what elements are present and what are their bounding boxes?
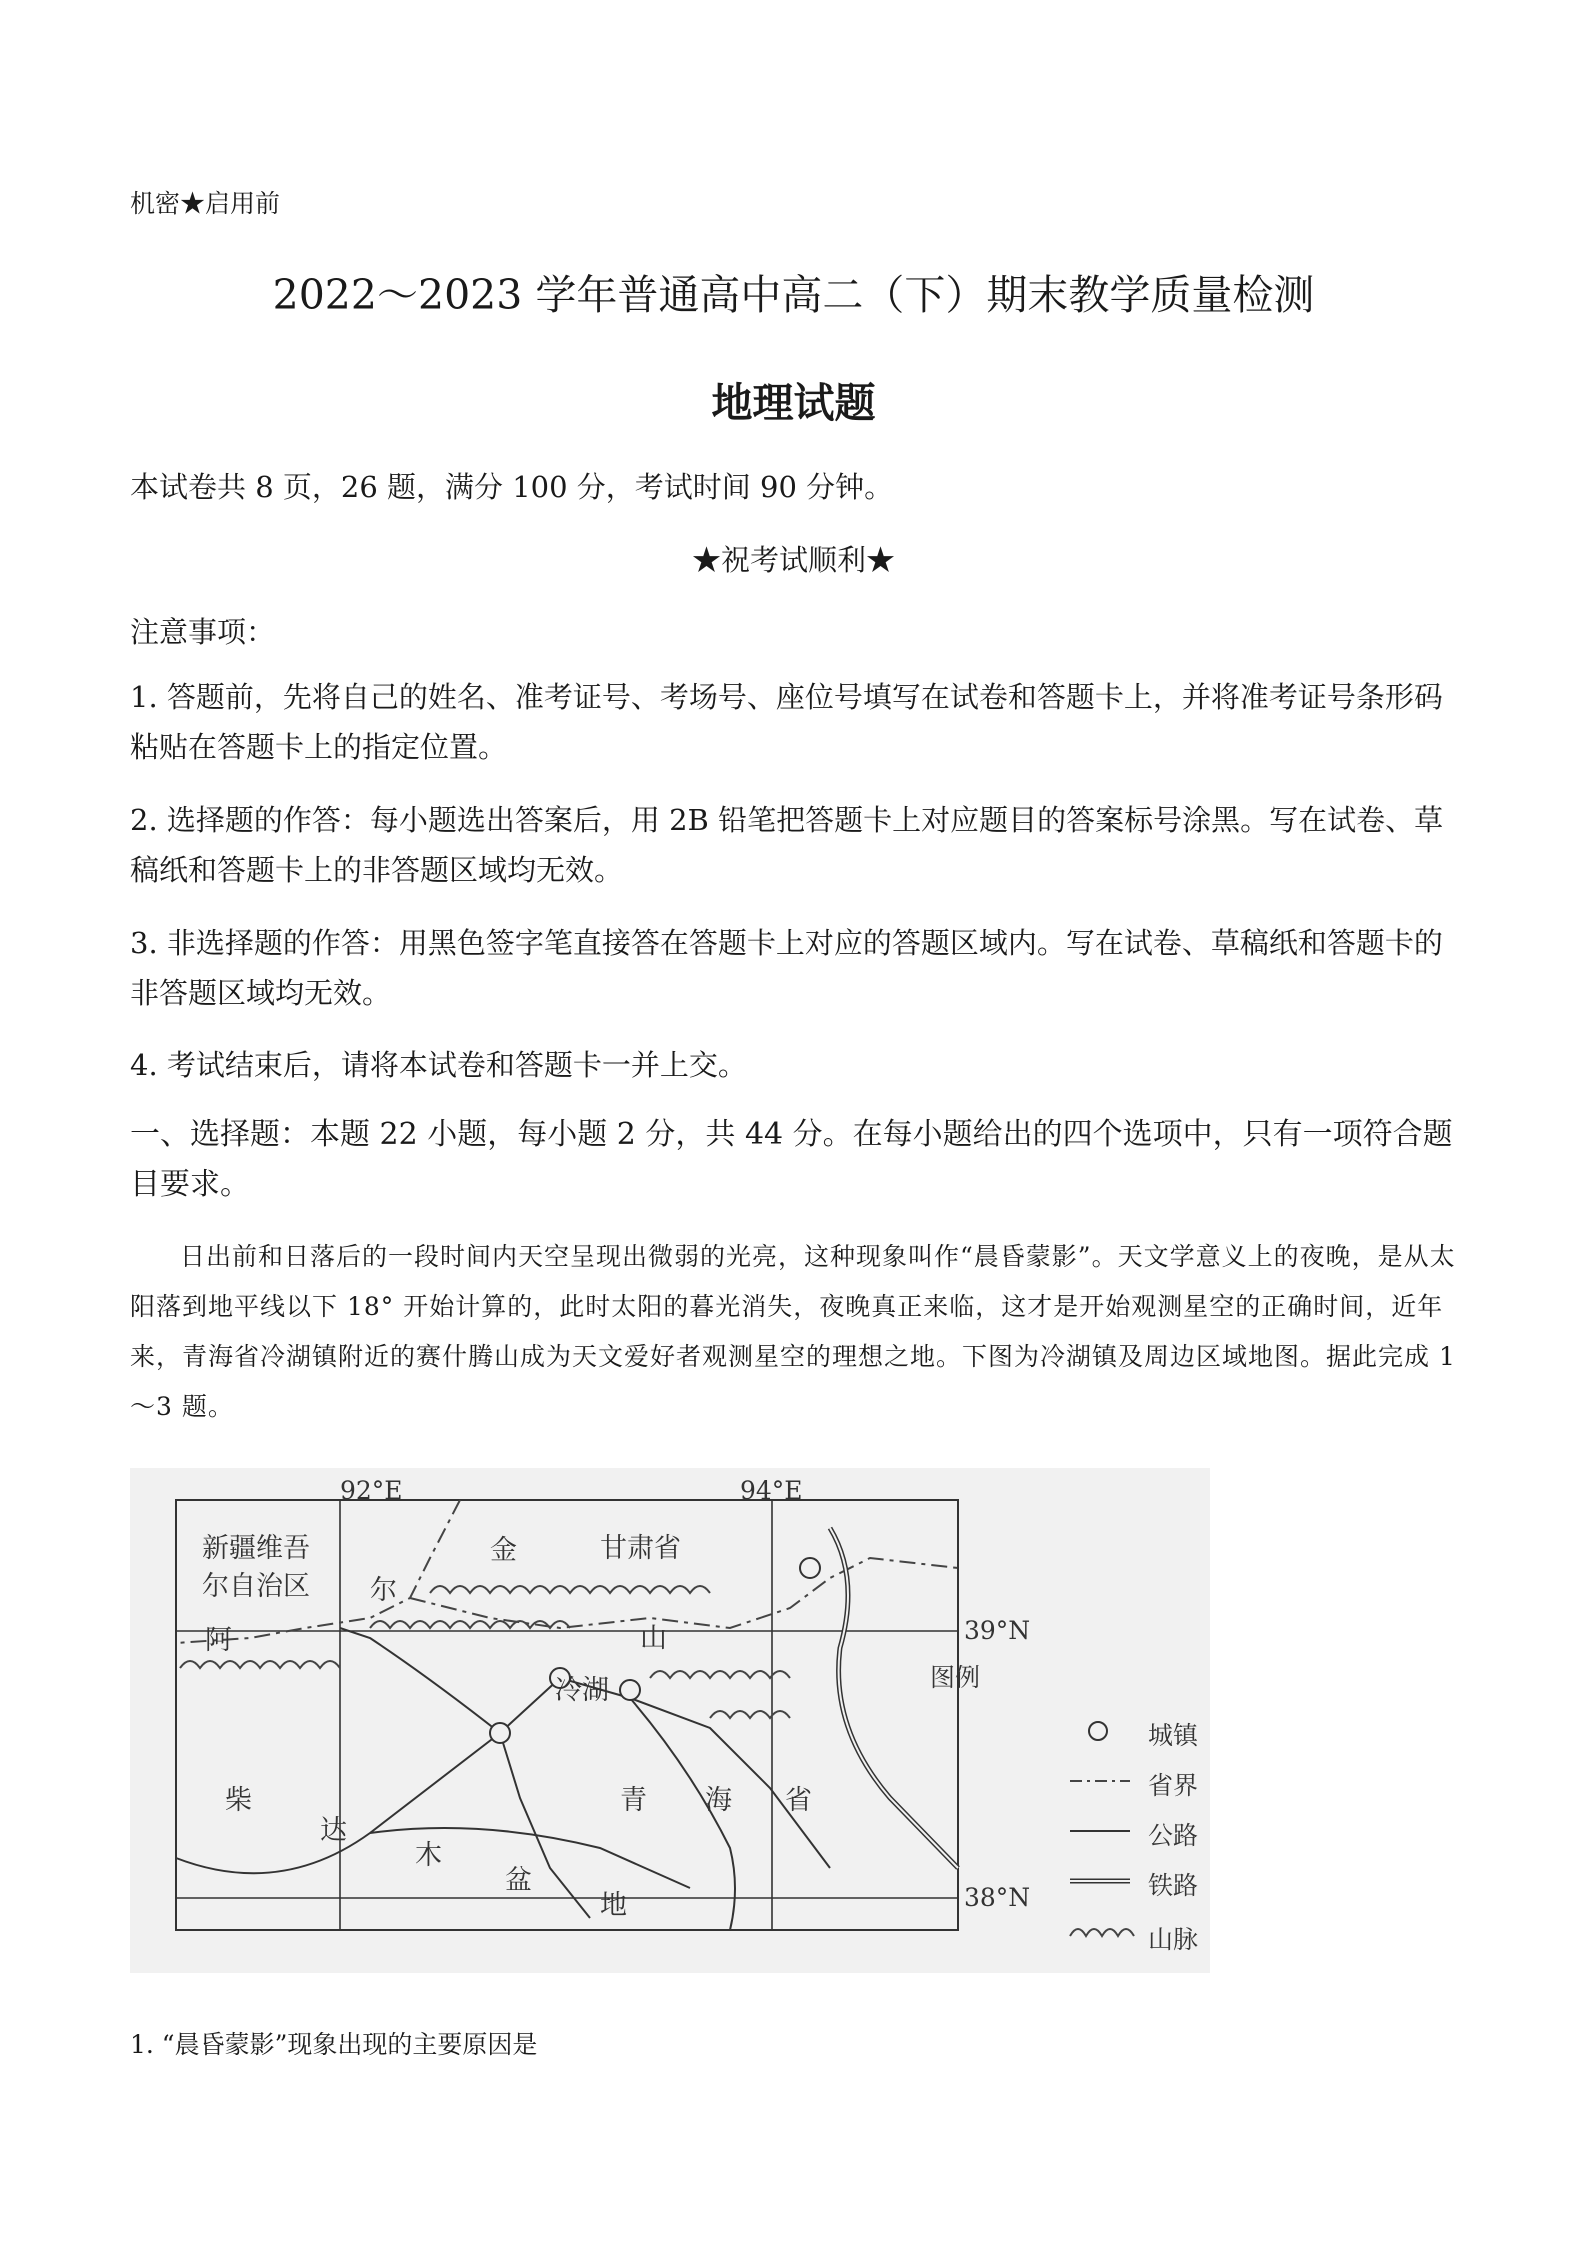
legend-mountain: 山脉 bbox=[1148, 1925, 1199, 1954]
legend-town: 城镇 bbox=[1148, 1721, 1199, 1750]
notice-title: 注意事项： bbox=[130, 615, 276, 649]
label-qaidam-1: 柴 bbox=[225, 1785, 252, 1816]
lenghu-region-map bbox=[130, 1468, 1210, 1973]
lat-label-39: 39°N bbox=[964, 1616, 1031, 1645]
notice-item-4: 4. 考试结束后，请将本试卷和答题卡一并上交。 bbox=[130, 1048, 747, 1082]
label-altun-1: 阿 bbox=[205, 1625, 232, 1656]
legend-border: 省界 bbox=[1148, 1771, 1199, 1800]
label-gansu: 甘肃省 bbox=[600, 1533, 681, 1564]
notice-item-1: 1. 答题前，先将自己的姓名、准考证号、考场号、座位号填写在试卷和答题卡上，并将准考证号条形码粘贴在答题卡上的指定位置。 bbox=[130, 680, 1443, 764]
reading-passage: 日出前和日落后的一段时间内天空呈现出微弱的光亮，这种现象叫作“晨昏蒙影”。天文学意义上的夜晚，是从太阳落到地平线以下 18° 开始计算的，此时太阳的暮光消失，夜晚真正来临，这才是开始观测星空的正确时间，近年来，青海省冷湖镇附近的赛什腾山成为天文爱好者观测星空的理想之地。下图为冷湖镇及周边区域地图。据此完成 1～3 题。 bbox=[130, 1242, 1456, 1421]
label-qinghai-2: 海 bbox=[705, 1785, 732, 1816]
road-2 bbox=[340, 1628, 500, 1733]
confidential-mark: 机密★启用前 bbox=[130, 189, 281, 218]
exam-subtitle: 地理试题 bbox=[711, 379, 876, 427]
lon-label-94: 94°E bbox=[740, 1476, 803, 1505]
label-qaidam-2: 达 bbox=[320, 1815, 347, 1846]
legend-railway: 铁路 bbox=[1148, 1871, 1199, 1900]
notice-item-2: 2. 选择题的作答：每小题选出答案后，用 2B 铅笔把答题卡上对应题目的答案标号涂黑。写在试卷、草稿纸和答题卡上的非答题区域均无效。 bbox=[130, 803, 1444, 887]
lon-label-92: 92°E bbox=[340, 1476, 403, 1505]
notice-item-3: 3. 非选择题的作答：用黑色签字笔直接答在答题卡上对应的答题区域内。写在试卷、草稿纸和答题卡的非答题区域均无效。 bbox=[130, 926, 1443, 1010]
border-gansu bbox=[410, 1558, 958, 1628]
legend-title: 图例 bbox=[930, 1663, 981, 1692]
label-qaidam-5: 地 bbox=[600, 1890, 627, 1921]
legend-road: 公路 bbox=[1148, 1821, 1199, 1850]
label-altun-2: 尔 bbox=[370, 1575, 397, 1606]
road-1 bbox=[176, 1678, 830, 1873]
town-marker-1 bbox=[490, 1723, 510, 1743]
section-heading: 一、选择题：本题 22 小题，每小题 2 分，共 44 分。在每小题给出的四个选项中，只有一项符合题目要求。 bbox=[130, 1117, 1453, 1202]
town-marker-3 bbox=[800, 1558, 820, 1578]
label-qaidam-4: 盆 bbox=[505, 1865, 532, 1896]
exam-title: 2022～2023 学年普通高中高二（下）期末教学质量检测 bbox=[272, 271, 1315, 319]
label-qinghai-1: 青 bbox=[620, 1785, 647, 1816]
good-luck-line: ★祝考试顺利★ bbox=[691, 543, 895, 577]
mountain-range bbox=[180, 1586, 790, 1718]
railway-outer bbox=[830, 1528, 958, 1868]
label-lenghu: 冷湖 bbox=[555, 1675, 609, 1706]
question-1: 1. “晨昏蒙影”现象出现的主要原因是 bbox=[130, 2030, 538, 2059]
exam-info: 本试卷共 8 页，26 题，满分 100 分，考试时间 90 分钟。 bbox=[130, 470, 894, 504]
label-qaidam-3: 木 bbox=[415, 1840, 442, 1871]
label-qinghai-3: 省 bbox=[785, 1785, 812, 1816]
label-xinjiang-1: 新疆维吾 bbox=[202, 1533, 310, 1564]
label-altun-4: 山 bbox=[640, 1623, 667, 1654]
town-marker-lenghu bbox=[620, 1680, 640, 1700]
lat-label-38: 38°N bbox=[964, 1883, 1031, 1912]
label-xinjiang-2: 尔自治区 bbox=[202, 1571, 310, 1602]
label-altun-3: 金 bbox=[490, 1535, 517, 1566]
